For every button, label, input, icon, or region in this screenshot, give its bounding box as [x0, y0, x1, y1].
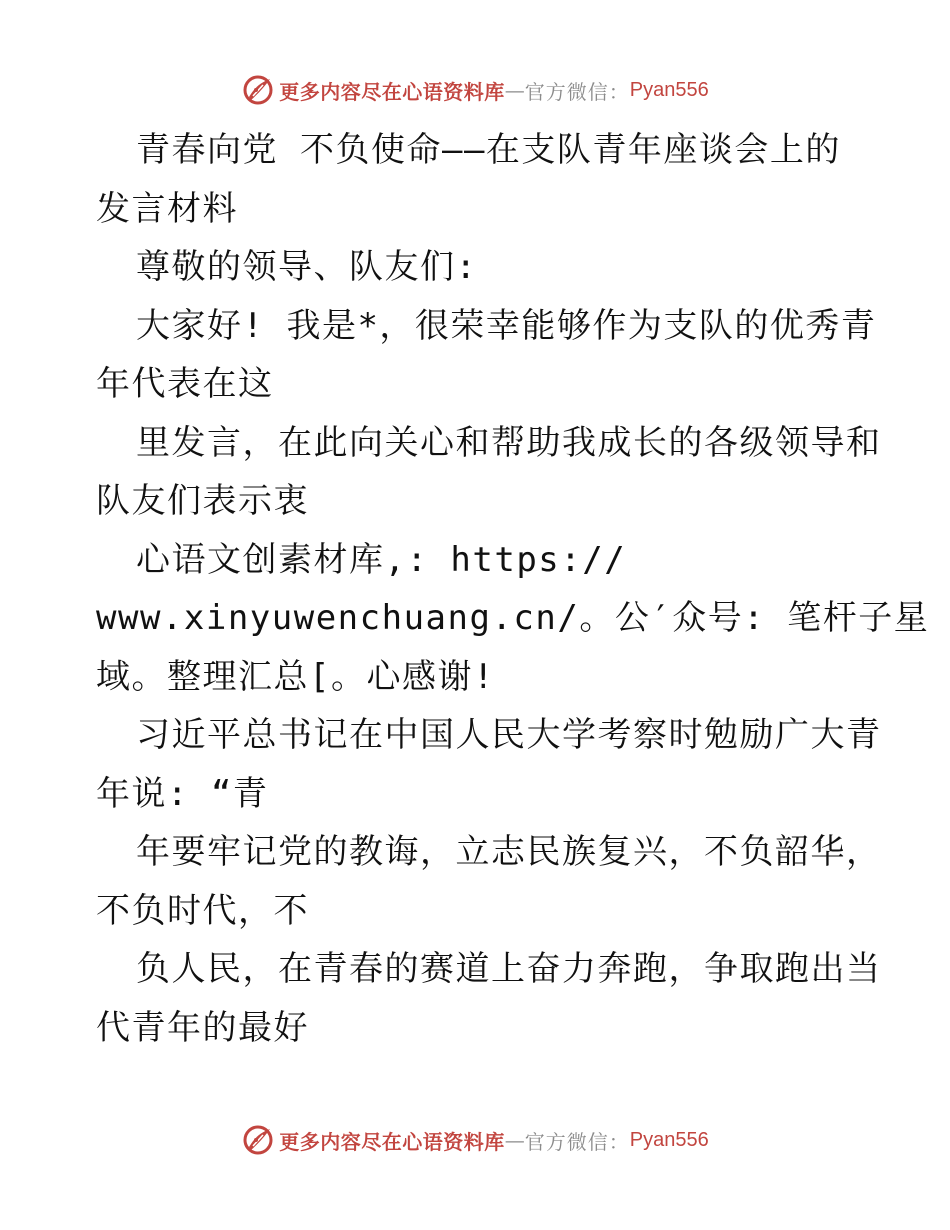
watermark-account: Pyan556 — [629, 1128, 709, 1151]
watermark-dash: — — [504, 78, 525, 102]
red-quill-seal-icon — [241, 1123, 275, 1157]
watermark-account: Pyan556 — [629, 78, 709, 101]
document-line: 队友们表示衷 — [96, 481, 309, 521]
watermark-brand: 更多内容尽在心语资料库 — [279, 1129, 505, 1154]
document-line: 代青年的最好 — [96, 1007, 309, 1048]
document-line: 青春向党 不负使命——在支队青年座谈会上的 — [136, 130, 841, 170]
document-line: 年说: “青 — [96, 773, 269, 814]
red-quill-seal-icon — [241, 73, 275, 107]
document-line: 年代表在这 — [96, 364, 274, 404]
document-line: 发言材料 — [96, 188, 238, 229]
document-line: 尊敬的领导、队友们: — [136, 247, 478, 287]
header-watermark — [0, 68, 950, 112]
document-body — [96, 121, 930, 1057]
document-line: www.xinyuwenchuang.cn/。公′众号: 笔杆子星 — [96, 598, 930, 638]
watermark-official-label: 官方微信： — [524, 79, 630, 104]
watermark-official-label: 官方微信： — [524, 1129, 630, 1154]
document-line: 习近平总书记在中国人民大学考察时勉励广大青 — [136, 715, 882, 755]
document-line: 心语文创素材库,: https:// — [136, 539, 627, 580]
document-line: 里发言，在此向关心和帮助我成长的各级领导和 — [136, 422, 882, 463]
footer-watermark — [0, 1118, 950, 1162]
document-line: 不负时代，不 — [96, 890, 309, 931]
document-line: 负人民，在青春的赛道上奋力奔跑，争取跑出当 — [136, 949, 882, 989]
document-line: 年要牢记党的教诲，立志民族复兴，不负韶华， — [136, 832, 882, 872]
document-line: 域。整理汇总[。心感谢! — [96, 656, 495, 697]
document-line: 大家好! 我是*，很荣幸能够作为支队的优秀青 — [136, 305, 877, 346]
watermark-brand: 更多内容尽在心语资料库 — [279, 79, 505, 104]
watermark-dash: — — [504, 1128, 525, 1152]
